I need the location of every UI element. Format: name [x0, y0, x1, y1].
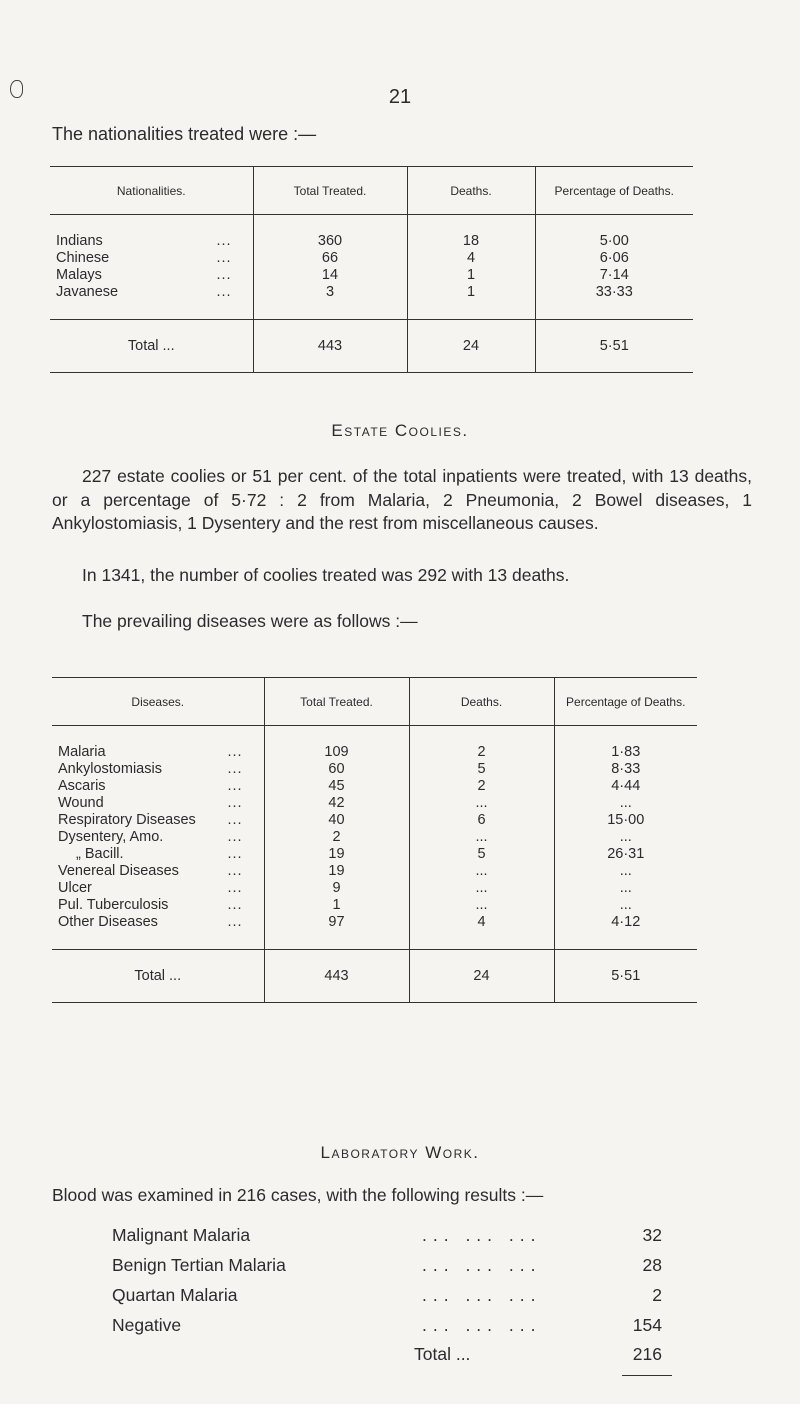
row-deaths: 1: [407, 284, 535, 301]
table-row: [52, 744, 697, 761]
row-pct: 1·83: [554, 744, 697, 761]
row-pct: ...: [554, 880, 697, 897]
leader-dots: ...: [227, 812, 243, 828]
list-item: [112, 1255, 672, 1281]
row-pct: 5·00: [535, 233, 693, 250]
table-row: [52, 778, 697, 795]
table-row: [52, 795, 697, 812]
estate-coolies-heading: Estate Coolies.: [331, 421, 469, 440]
row-pct: 7·14: [535, 267, 693, 284]
row-name: Malays: [56, 267, 102, 283]
total-deaths: 24: [407, 320, 535, 373]
lab-result-value: 154: [632, 1315, 662, 1335]
lab-result-name: Malignant Malaria: [112, 1225, 251, 1245]
row-deaths: 5: [409, 846, 554, 863]
lab-total-value: 216: [632, 1344, 662, 1364]
list-item: [112, 1285, 672, 1311]
row-deaths: 6: [409, 812, 554, 829]
table-row: [52, 880, 697, 897]
header-total-treated: Total Treated.: [264, 678, 409, 726]
leader-dots: ...: [227, 761, 243, 777]
row-pct: ...: [554, 829, 697, 846]
page-number: 21: [388, 86, 412, 108]
row-pct: 8·33: [554, 761, 697, 778]
total-label: Total ...: [50, 320, 253, 373]
row-pct: ...: [554, 795, 697, 812]
lab-result-name: Negative: [112, 1315, 182, 1335]
row-deaths: 18: [407, 233, 535, 250]
leader-dots: ...: [227, 778, 243, 794]
lab-result-value: 2: [652, 1285, 662, 1305]
diseases-table: [52, 677, 697, 1003]
table-row: [50, 250, 693, 267]
leader-dots: ...: [227, 795, 243, 811]
row-name: Other Diseases: [58, 914, 158, 930]
row-deaths: 5: [409, 761, 554, 778]
leader-dots: ...: [227, 880, 243, 896]
leader-dots: ... ... ...: [422, 1255, 542, 1275]
row-total: 19: [264, 863, 409, 880]
total-label: Total ...: [52, 950, 264, 1003]
row-deaths: 4: [409, 914, 554, 931]
laboratory-work-heading: Laboratory Work.: [320, 1143, 480, 1162]
header-percentage: Percentage of Deaths.: [554, 678, 697, 726]
row-total: 19: [264, 846, 409, 863]
leader-dots: ...: [227, 897, 243, 913]
row-total: 97: [264, 914, 409, 931]
leader-dots: ...: [227, 829, 243, 845]
header-deaths: Deaths.: [409, 678, 554, 726]
row-name: „ Bacill.: [76, 846, 124, 862]
leader-dots: ...: [227, 914, 243, 930]
table-row: [52, 761, 697, 778]
header-deaths: Deaths.: [407, 167, 535, 215]
row-pct: 4·44: [554, 778, 697, 795]
row-total: 66: [253, 250, 407, 267]
row-deaths: ...: [409, 880, 554, 897]
table-row: [50, 233, 693, 250]
header-diseases: Diseases.: [52, 678, 264, 726]
table-row: [52, 846, 697, 863]
row-deaths: 1: [407, 267, 535, 284]
total-pct: 5·51: [554, 950, 697, 1003]
row-total: 42: [264, 795, 409, 812]
total-treated: 443: [264, 950, 409, 1003]
lab-intro: Blood was examined in 216 cases, with the following results :—: [52, 1185, 544, 1205]
nationalities-table: [50, 166, 693, 373]
list-item: [112, 1225, 672, 1251]
nationalities-intro: The nationalities treated were :—: [52, 124, 317, 144]
row-pct: ...: [554, 897, 697, 914]
list-item: [112, 1315, 672, 1341]
row-name: Venereal Diseases: [58, 863, 179, 879]
row-deaths: 4: [407, 250, 535, 267]
leader-dots: ...: [216, 267, 232, 283]
coolies-1341-paragraph: In 1341, the number of coolies treated was 292 with 13 deaths.: [82, 565, 570, 585]
row-total: 40: [264, 812, 409, 829]
row-deaths: 2: [409, 744, 554, 761]
total-rule: [622, 1375, 672, 1376]
lab-result-value: 32: [642, 1225, 662, 1245]
row-name: Ankylostomiasis: [58, 761, 162, 777]
row-pct: 4·12: [554, 914, 697, 931]
prevailing-diseases-intro: The prevailing diseases were as follows :—: [82, 611, 418, 631]
row-total: 9: [264, 880, 409, 897]
row-total: 14: [253, 267, 407, 284]
total-treated: 443: [253, 320, 407, 373]
leader-dots: ...: [216, 233, 232, 249]
row-pct: 6·06: [535, 250, 693, 267]
row-deaths: ...: [409, 795, 554, 812]
row-name: Chinese: [56, 250, 110, 266]
header-percentage: Percentage of Deaths.: [535, 167, 693, 215]
row-deaths: 2: [409, 778, 554, 795]
row-deaths: ...: [409, 897, 554, 914]
leader-dots: ... ... ...: [422, 1225, 542, 1245]
row-name: Ascaris: [58, 778, 106, 794]
row-pct: 33·33: [535, 284, 693, 301]
row-pct: 26·31: [554, 846, 697, 863]
row-name: Indians: [56, 233, 103, 249]
lab-result-name: Quartan Malaria: [112, 1285, 238, 1305]
total-pct: 5·51: [535, 320, 693, 373]
total-deaths: 24: [409, 950, 554, 1003]
table-row: [52, 897, 697, 914]
row-name: Ulcer: [58, 880, 92, 896]
leader-dots: ...: [216, 250, 232, 266]
row-pct: 15·00: [554, 812, 697, 829]
row-name: Pul. Tuberculosis: [58, 897, 169, 913]
row-total: 3: [253, 284, 407, 301]
leader-dots: ...: [227, 744, 243, 760]
row-total: 109: [264, 744, 409, 761]
row-name: Dysentery, Amo.: [58, 829, 164, 845]
table-row: [52, 829, 697, 846]
row-name: Malaria: [58, 744, 106, 760]
table-row: [50, 267, 693, 284]
row-name: Respiratory Diseases: [58, 812, 196, 828]
lab-total-label: Total ...: [414, 1344, 471, 1364]
total-row: [50, 320, 693, 373]
lab-result-name: Benign Tertian Malaria: [112, 1255, 286, 1275]
row-total: 360: [253, 233, 407, 250]
row-name: Wound: [58, 795, 104, 811]
leader-dots: ... ... ...: [422, 1285, 542, 1305]
row-pct: ...: [554, 863, 697, 880]
leader-dots: ... ... ...: [422, 1315, 542, 1335]
row-deaths: ...: [409, 863, 554, 880]
table-row: [50, 284, 693, 301]
row-total: 45: [264, 778, 409, 795]
table-row: [52, 914, 697, 931]
row-total: 60: [264, 761, 409, 778]
total-row: [52, 950, 697, 1003]
estate-paragraph: 227 estate coolies or 51 per cent. of the total inpatients were treated, with 13 deaths, or a percentage of 5·72 : 2 from Malaria, 2 Pneumonia, 2 Bowel diseases, 1 Ankylostomiasis, 1 Dysentery and the rest from miscellaneous causes.: [52, 466, 752, 533]
header-nationalities: Nationalities.: [50, 167, 253, 215]
leader-dots: ...: [227, 846, 243, 862]
lab-result-value: 28: [642, 1255, 662, 1275]
row-name: Javanese: [56, 284, 119, 300]
table-row: [52, 863, 697, 880]
row-total: 2: [264, 829, 409, 846]
leader-dots: ...: [227, 863, 243, 879]
table-row: [52, 812, 697, 829]
header-total-treated: Total Treated.: [253, 167, 407, 215]
row-deaths: ...: [409, 829, 554, 846]
leader-dots: ...: [216, 284, 232, 300]
row-total: 1: [264, 897, 409, 914]
